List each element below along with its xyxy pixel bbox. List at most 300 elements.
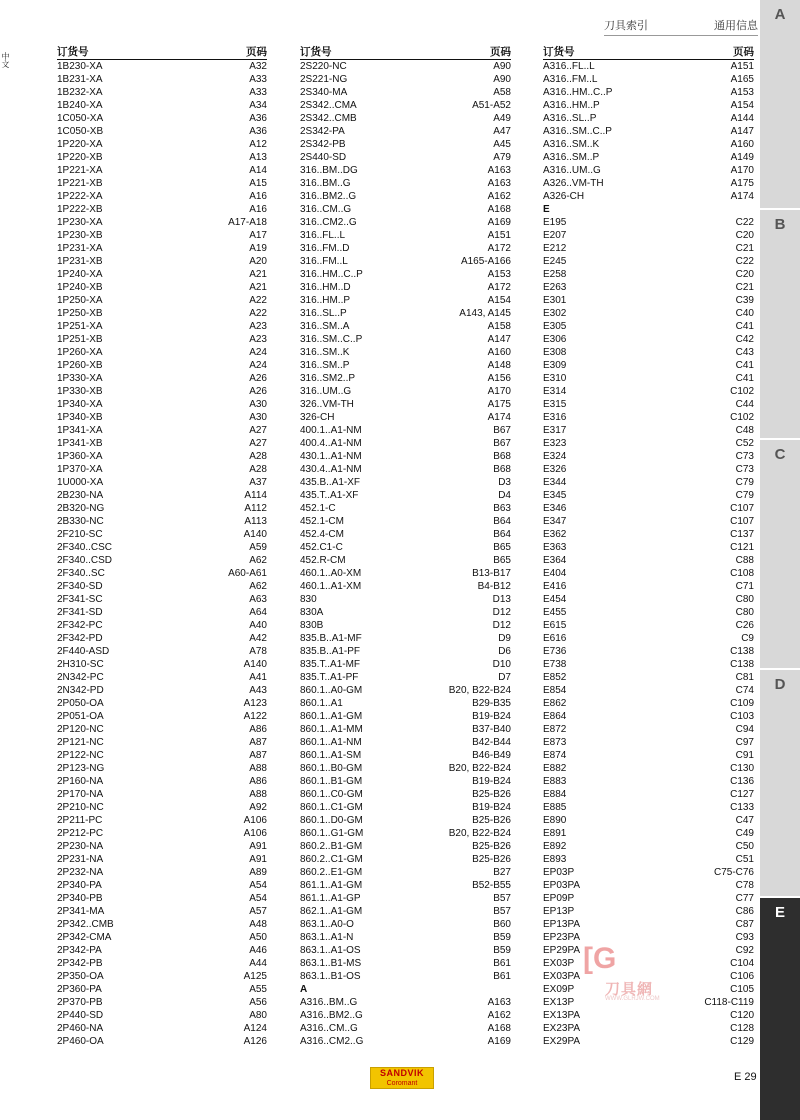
index-row: [57, 164, 267, 177]
page-ref: A175: [487, 399, 511, 410]
index-row: [543, 827, 754, 840]
order-number: E258: [543, 269, 567, 280]
index-row: [543, 710, 754, 723]
page-ref: A45: [493, 139, 511, 150]
header-title: 通用信息: [714, 19, 758, 32]
index-row: [300, 580, 511, 593]
page-ref: B63: [493, 503, 511, 514]
order-number: EX03PA: [543, 971, 581, 982]
index-row: [543, 86, 754, 99]
order-number: 860.1..A1: [300, 698, 343, 709]
index-row: [300, 359, 511, 372]
page-ref: C41: [735, 321, 754, 332]
order-number: E882: [543, 763, 567, 774]
order-number: E862: [543, 698, 567, 709]
index-row: [300, 957, 511, 970]
order-number: 316..SM..P: [300, 360, 350, 371]
order-number: 2P212-PC: [57, 828, 104, 839]
order-number: 316..BM2..G: [300, 191, 357, 202]
tab-b[interactable]: B: [760, 210, 800, 438]
tab-c[interactable]: C: [760, 440, 800, 668]
order-number: 2P160-NA: [57, 776, 104, 787]
order-number: E302: [543, 308, 567, 319]
page-ref: C79: [735, 490, 754, 501]
page-ref: A15: [249, 178, 267, 189]
index-row: [543, 294, 754, 307]
index-row: [57, 60, 267, 73]
order-number: E615: [543, 620, 567, 631]
page-ref: A144: [730, 113, 754, 124]
index-row: [57, 905, 267, 918]
header-order-number: 订货号: [57, 46, 89, 58]
watermark-url: WWW.GLRJW.COM: [605, 996, 660, 1002]
index-row: [543, 437, 754, 450]
index-row: [300, 970, 511, 983]
page-ref: D9: [498, 633, 511, 644]
index-row: [543, 762, 754, 775]
page-ref: A50: [249, 932, 267, 943]
section-tabs: [760, 0, 800, 1120]
index-row: [300, 99, 511, 112]
header-order-number: 订货号: [543, 46, 575, 58]
page-ref: A140: [243, 529, 267, 540]
index-row: [543, 307, 754, 320]
order-number: 1P251-XA: [57, 321, 103, 332]
order-number: E306: [543, 334, 567, 345]
index-row: [543, 125, 754, 138]
page-ref: C109: [730, 698, 754, 709]
page-ref: C104: [730, 958, 754, 969]
page-ref: C73: [735, 464, 754, 475]
page-ref: A122: [243, 711, 267, 722]
page-ref: A86: [249, 724, 267, 735]
index-row: [543, 840, 754, 853]
page-ref: C138: [730, 646, 754, 657]
order-number: 326-CH: [300, 412, 335, 423]
page-ref: B19-B24: [472, 776, 511, 787]
tab-a[interactable]: A: [760, 0, 800, 208]
order-number: 435.B..A1-XF: [300, 477, 361, 488]
section-letter: [543, 203, 754, 216]
order-number: 316..FL..L: [300, 230, 346, 241]
order-number: 2F340..CSD: [57, 555, 113, 566]
page-ref: A154: [487, 295, 511, 306]
order-number: 860.1..D0-GM: [300, 815, 363, 826]
order-number: 860.1..B0-GM: [300, 763, 363, 774]
index-row: [57, 99, 267, 112]
page-ref: A23: [249, 334, 267, 345]
page-ref: A26: [249, 373, 267, 384]
page-ref: C26: [735, 620, 754, 631]
page-ref: A163: [487, 997, 511, 1008]
order-number: 2F341-SC: [57, 594, 103, 605]
index-row: [57, 73, 267, 86]
page-ref: C80: [735, 594, 754, 605]
index-row: [300, 385, 511, 398]
page-ref: B57: [493, 893, 511, 904]
order-number: 316..SM2..P: [300, 373, 356, 384]
index-row: [543, 853, 754, 866]
order-number: 316..SM..C..P: [300, 334, 363, 345]
index-row: [57, 112, 267, 125]
order-number: 1P250-XA: [57, 295, 103, 306]
page-ref: C127: [730, 789, 754, 800]
order-number: 2P051-OA: [57, 711, 104, 722]
page-ref: A163: [487, 178, 511, 189]
index-row: [300, 281, 511, 294]
index-row: [57, 970, 267, 983]
page-ref: A172: [487, 282, 511, 293]
header-page: 页码: [246, 46, 267, 58]
index-column-3: [543, 46, 754, 1048]
index-row: [543, 788, 754, 801]
page-ref: B37-B40: [472, 724, 511, 735]
page-ref: A28: [249, 464, 267, 475]
index-row: [57, 983, 267, 996]
page-ref: A59: [249, 542, 267, 553]
index-row: [543, 281, 754, 294]
index-row: [300, 632, 511, 645]
index-row: [300, 73, 511, 86]
order-number: E308: [543, 347, 567, 358]
page-ref: C43: [735, 347, 754, 358]
order-number: 1P250-XB: [57, 308, 103, 319]
page-ref: C74: [735, 685, 754, 696]
order-number: 1P220-XB: [57, 152, 103, 163]
index-row: [57, 216, 267, 229]
order-number: E852: [543, 672, 567, 683]
order-number: 1P370-XA: [57, 464, 103, 475]
page-ref: A140: [243, 659, 267, 670]
order-number: 1C050-XB: [57, 126, 104, 137]
order-number: 2B330-NC: [57, 516, 104, 527]
page-ref: A22: [249, 295, 267, 306]
index-row: [543, 892, 754, 905]
index-row: [57, 918, 267, 931]
page-ref: D12: [492, 620, 511, 631]
order-number: E891: [543, 828, 567, 839]
order-number: 1P251-XB: [57, 334, 103, 345]
index-row: [300, 723, 511, 736]
order-number: E263: [543, 282, 567, 293]
index-row: [543, 528, 754, 541]
page-ref: A51-A52: [472, 100, 511, 111]
index-row: [57, 1022, 267, 1035]
index-row: [543, 190, 754, 203]
page-ref: A12: [249, 139, 267, 150]
page-ref: A126: [243, 1036, 267, 1047]
order-number: E884: [543, 789, 567, 800]
order-number: 2B230-NA: [57, 490, 104, 501]
index-row: [300, 866, 511, 879]
order-number: 2S221-NG: [300, 74, 348, 85]
page-ref: A170: [730, 165, 754, 176]
order-number: E890: [543, 815, 567, 826]
page-ref: C129: [730, 1036, 754, 1047]
order-number: 860.2..E1-GM: [300, 867, 363, 878]
page-ref: B13-B17: [472, 568, 511, 579]
page-ref: C102: [730, 386, 754, 397]
page-ref: A156: [487, 373, 511, 384]
order-number: E455: [543, 607, 567, 618]
index-row: [57, 996, 267, 1009]
order-number: 460.1..A0-XM: [300, 568, 362, 579]
index-row: [300, 879, 511, 892]
page-ref: A13: [249, 152, 267, 163]
order-number: 2P211-PC: [57, 815, 103, 826]
page-ref: A17: [249, 230, 267, 241]
index-row: [300, 710, 511, 723]
order-number: 2H310-SC: [57, 659, 104, 670]
index-row: [300, 671, 511, 684]
page-ref: A125: [243, 971, 267, 982]
order-number: A: [300, 984, 308, 995]
page-ref: C47: [735, 815, 754, 826]
index-row: [300, 411, 511, 424]
index-row: [57, 502, 267, 515]
page-ref: B61: [493, 971, 511, 982]
order-number: 1P240-XA: [57, 269, 103, 280]
page-ref: A143, A145: [459, 308, 511, 319]
index-row: [57, 281, 267, 294]
page-ref: C9: [741, 633, 754, 644]
index-row: [300, 619, 511, 632]
order-number: 1C050-XA: [57, 113, 104, 124]
page-ref: A44: [249, 958, 267, 969]
index-row: [300, 541, 511, 554]
page-ref: D6: [498, 646, 511, 657]
index-row: [300, 268, 511, 281]
order-number: 835.T..A1-MF: [300, 659, 361, 670]
order-number: E885: [543, 802, 567, 813]
page-ref: C78: [735, 880, 754, 891]
order-number: 1P230-XA: [57, 217, 103, 228]
page-ref: A36: [249, 113, 267, 124]
index-row: [57, 359, 267, 372]
page-ref: C105: [730, 984, 754, 995]
page-ref: A46: [249, 945, 267, 956]
order-number: 2S440-SD: [300, 152, 347, 163]
index-row: [57, 437, 267, 450]
page-ref: B64: [493, 529, 511, 540]
index-row: [543, 606, 754, 619]
page-ref: C94: [735, 724, 754, 735]
index-row: [57, 86, 267, 99]
header-divider: [604, 35, 758, 36]
order-number: EP23PA: [543, 932, 581, 943]
page-ref: A113: [244, 516, 267, 527]
order-number: 430.1..A1-NM: [300, 451, 362, 462]
index-row: [543, 645, 754, 658]
page-ref: C118-C119: [704, 997, 754, 1008]
page-ref: C86: [735, 906, 754, 917]
index-row: [300, 60, 511, 73]
order-number: 316..CM..G: [300, 204, 352, 215]
order-number: 861.1..A1-GP: [300, 893, 361, 904]
index-row: [300, 762, 511, 775]
index-row: [57, 177, 267, 190]
index-row: [300, 229, 511, 242]
page-ref: C44: [735, 399, 754, 410]
order-number: A316..HM..P: [543, 100, 600, 111]
order-number: 1B231-XA: [57, 74, 103, 85]
index-row: [57, 749, 267, 762]
index-row: [300, 827, 511, 840]
order-number: 452.C1-C: [300, 542, 343, 553]
index-row: [300, 931, 511, 944]
page-ref: B25-B26: [472, 815, 511, 826]
page-ref: A90: [493, 61, 511, 72]
page-ref: A86: [249, 776, 267, 787]
order-number: 400.4..A1-NM: [300, 438, 362, 449]
page-ref: C81: [735, 672, 754, 683]
index-row: [57, 450, 267, 463]
order-number: EP13P: [543, 906, 575, 917]
page-ref: C136: [730, 776, 754, 787]
page-ref: A163: [487, 165, 511, 176]
index-row: [57, 840, 267, 853]
order-number: 860.2..C1-GM: [300, 854, 363, 865]
page-ref: D10: [492, 659, 511, 670]
index-row: [57, 736, 267, 749]
order-number: 2P342..CMB: [57, 919, 114, 930]
order-number: 2N342-PC: [57, 672, 104, 683]
page-ref: A32: [249, 61, 267, 72]
page-ref: B20, B22-B24: [448, 828, 511, 839]
order-number: 2S342..CMB: [300, 113, 357, 124]
page-number: E 29: [734, 1071, 757, 1083]
page-ref: A91: [249, 854, 267, 865]
order-number: 2S342..CMA: [300, 100, 357, 111]
page-ref: A124: [243, 1023, 267, 1034]
order-number: EX09P: [543, 984, 575, 995]
page-ref: A151: [487, 230, 511, 241]
page-ref: A23: [249, 321, 267, 332]
order-number: 316..CM2..G: [300, 217, 357, 228]
order-number: 1P221-XA: [57, 165, 103, 176]
page-ref: A56: [249, 997, 267, 1008]
index-row: [57, 151, 267, 164]
page-ref: C49: [735, 828, 754, 839]
index-row: [57, 476, 267, 489]
index-row: [300, 86, 511, 99]
order-number: 863.1..A1-N: [300, 932, 354, 943]
order-number: E616: [543, 633, 567, 644]
order-number: 863.1..B1-OS: [300, 971, 361, 982]
page-ref: B57: [493, 906, 511, 917]
index-row: [57, 515, 267, 528]
index-row: [57, 619, 267, 632]
order-number: 1P231-XA: [57, 243, 103, 254]
page-ref: B61: [493, 958, 511, 969]
order-number: 2P210-NC: [57, 802, 104, 813]
order-number: 2S342-PA: [300, 126, 345, 137]
order-number: 2P342-PB: [57, 958, 103, 969]
page-ref: A151: [730, 61, 754, 72]
page-ref: A14: [249, 165, 267, 176]
index-row: [300, 177, 511, 190]
order-number: E873: [543, 737, 567, 748]
page-ref: A28: [249, 451, 267, 462]
order-number: 2P230-NA: [57, 841, 104, 852]
order-number: 863.1..B1-MS: [300, 958, 362, 969]
page-ref: A162: [487, 191, 511, 202]
index-row: [57, 372, 267, 385]
order-number: E309: [543, 360, 567, 371]
watermark: [583, 940, 675, 1000]
order-number: 316..FM..D: [300, 243, 350, 254]
index-row: [543, 1009, 754, 1022]
order-number: 835.T..A1-PF: [300, 672, 359, 683]
index-row: [300, 346, 511, 359]
page-ref: C48: [735, 425, 754, 436]
order-number: 2F342-PD: [57, 633, 103, 644]
index-row: [543, 268, 754, 281]
page-ref: A24: [249, 347, 267, 358]
index-row: [57, 411, 267, 424]
page-ref: A57: [249, 906, 267, 917]
page-ref: A36: [249, 126, 267, 137]
page-ref: C138: [730, 659, 754, 670]
page-ref: B29-B35: [472, 698, 511, 709]
order-number: 2P460-NA: [57, 1023, 104, 1034]
order-number: E416: [543, 581, 567, 592]
index-row: [543, 385, 754, 398]
index-row: [543, 489, 754, 502]
order-number: E317: [543, 425, 567, 436]
page-ref: A20: [249, 256, 267, 267]
order-number: 316..HM..D: [300, 282, 351, 293]
order-number: A326-CH: [543, 191, 585, 202]
order-number: E346: [543, 503, 567, 514]
page-ref: A30: [249, 399, 267, 410]
order-number: E892: [543, 841, 567, 852]
order-number: 1U000-XA: [57, 477, 104, 488]
order-number: 460.1..A1-XM: [300, 581, 362, 592]
index-row: [57, 1035, 267, 1048]
index-row: [300, 697, 511, 710]
index-row: [57, 593, 267, 606]
order-number: 2P231-NA: [57, 854, 104, 865]
tab-d[interactable]: D: [760, 670, 800, 896]
order-number: A326..VM-TH: [543, 178, 604, 189]
page-ref: A106: [243, 828, 267, 839]
page-ref: A27: [249, 438, 267, 449]
index-row: [57, 138, 267, 151]
index-row: [300, 1009, 511, 1022]
index-row: [543, 411, 754, 424]
index-row: [300, 996, 511, 1009]
index-row: [300, 944, 511, 957]
index-row: [300, 320, 511, 333]
page-ref: A153: [730, 87, 754, 98]
order-number: 1P230-XB: [57, 230, 103, 241]
tab-e[interactable]: E: [760, 898, 800, 1120]
page-ref: A114: [244, 490, 267, 501]
column-header: [57, 46, 267, 60]
order-number: EP09P: [543, 893, 575, 904]
index-row: [57, 320, 267, 333]
order-number: 1P231-XB: [57, 256, 103, 267]
order-number: 2F341-SD: [57, 607, 103, 618]
index-row: [543, 60, 754, 73]
header-order-number: 订货号: [300, 46, 332, 58]
order-number: E207: [543, 230, 567, 241]
header-page: 页码: [733, 46, 754, 58]
page-ref: A165: [730, 74, 754, 85]
index-row: [300, 775, 511, 788]
header-section: 刀具索引: [604, 19, 648, 32]
